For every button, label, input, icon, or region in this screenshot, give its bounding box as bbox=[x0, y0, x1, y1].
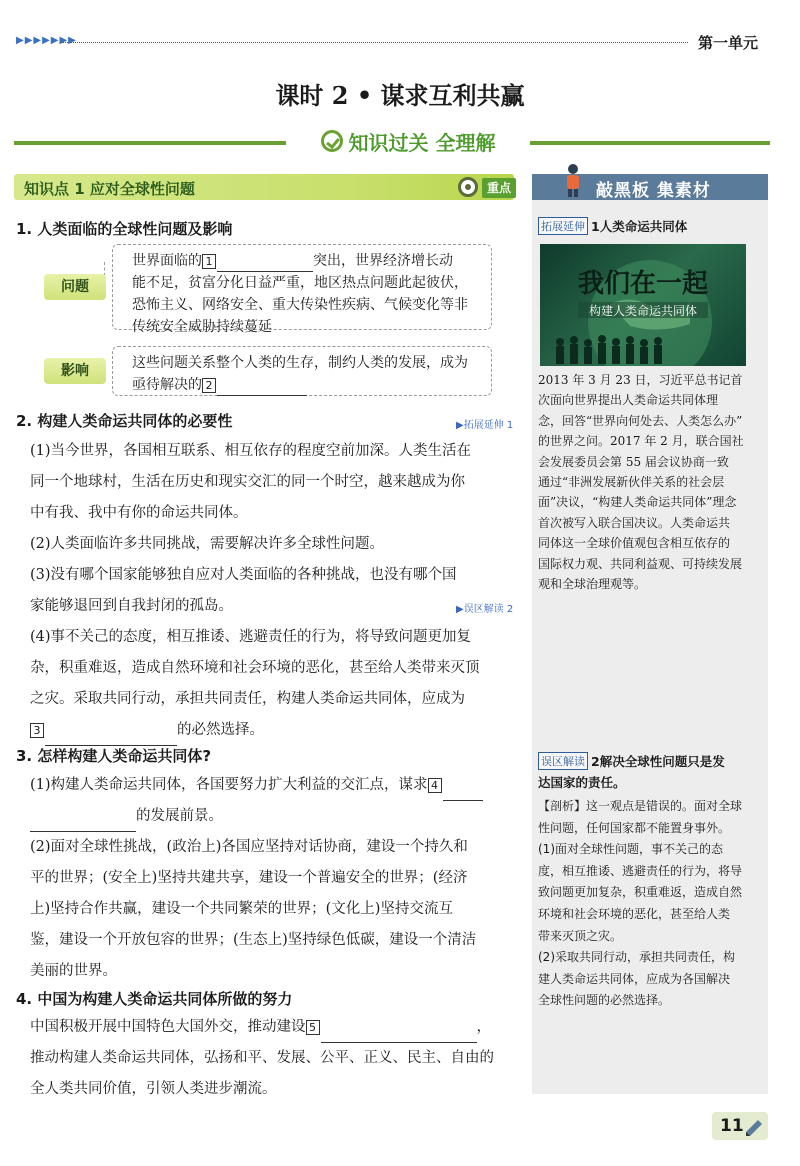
banner-text: 知识过关 全理解 bbox=[348, 130, 496, 155]
problem-pre: 世界面临的 bbox=[132, 253, 202, 269]
problem-line-3: 恐怖主义、网络安全、重大传染性疾病、气候变化等非 bbox=[132, 297, 468, 313]
section4-body bbox=[30, 1012, 528, 1105]
banner-rule-right bbox=[530, 141, 770, 145]
s3-line: 平的世界；(安全上)坚持共建共享，建设一个普遍安全的世界；(经济 bbox=[30, 870, 468, 886]
s2-line: 家能够退回到自我封闭的孤岛。 bbox=[30, 598, 233, 614]
s2-line: (2)人类面临许多共同挑战，需要解决许多全球性问题。 bbox=[30, 536, 385, 552]
key-point-badge: 重点 bbox=[482, 178, 516, 198]
s4-line: 推动构建人类命运共同体，弘扬和平、发展、公平、正义、民主、自由的 bbox=[30, 1050, 494, 1066]
s3-line: 鉴，建设一个开放包容的世界；(生态上)坚持绿色低碳，建设一个清洁 bbox=[30, 932, 477, 948]
blank-1-num: 1 bbox=[202, 254, 216, 269]
s4-pre: 中国积极开展中国特色大国外交，推动建设 bbox=[30, 1019, 306, 1035]
blank-1[interactable] bbox=[217, 253, 313, 272]
item2-line: (1)面对全球性问题，事不关己的态 bbox=[538, 842, 723, 857]
blank-2[interactable] bbox=[217, 377, 307, 396]
item1-line: 会发展委员会第 55 届会议协商一致 bbox=[538, 454, 729, 469]
item1-line: 同体这一全球价值观包含相互依存的 bbox=[538, 536, 731, 551]
header-arrows: ▶▶▶▶▶▶▶ bbox=[16, 35, 77, 46]
problem-tag: 问题 bbox=[44, 274, 106, 300]
s3-line-1 bbox=[30, 770, 528, 801]
item1-line: 观和全球治理观等。 bbox=[538, 577, 647, 592]
item2-line: 建人类命运共同体，应成为各国解决 bbox=[538, 971, 731, 986]
item2-line: 度，相互推诿、逃避责任的行为，将导 bbox=[538, 863, 743, 878]
problem-line-2: 能不足，贫富分化日益严重，地区热点问题此起彼伏， bbox=[132, 275, 468, 291]
connector bbox=[104, 262, 115, 276]
blank-4-num: 4 bbox=[428, 778, 442, 793]
item1-line: 2013 年 3 月 23 日，习近平总书记首 bbox=[538, 373, 743, 387]
impact-text bbox=[132, 352, 488, 396]
s4-line-1 bbox=[30, 1012, 528, 1043]
impact-tag: 影响 bbox=[44, 358, 106, 384]
item2-heading bbox=[538, 752, 764, 791]
item2-line: 环境和社会环境的恶化，甚至给人类 bbox=[538, 906, 731, 921]
blank-3-post: 的必然选择。 bbox=[177, 722, 264, 738]
s2-line: 杂，积重难返，造成自然环境和社会环境的恶化，甚至给人类带来灭顶 bbox=[30, 660, 480, 676]
lesson-title: 课时 2 • 谋求互利共赢 bbox=[275, 81, 525, 110]
item1-line: 首次被写入联合国决议。人类命运共 bbox=[538, 515, 731, 530]
teacher-figure-icon bbox=[560, 162, 586, 198]
s2-line: (1)当今世界，各国相互联系、相互依存的程度空前加深。人类生活在 bbox=[30, 443, 472, 459]
pencil-icon bbox=[744, 1118, 764, 1136]
item1-line: 面”决议，“构建人类命运共同体”理念 bbox=[538, 495, 737, 510]
target-icon bbox=[458, 177, 478, 197]
image-subtitle: 构建人类命运共同体 bbox=[588, 304, 698, 318]
sidebar-title: 敲黑板 集素材 bbox=[596, 181, 711, 201]
s3-line: 美丽的世界。 bbox=[30, 963, 117, 979]
item2-title-1: 2解决全球性问题只是发 bbox=[591, 754, 725, 769]
impact-line-1: 这些问题关系整个人类的生存，制约人类的发展，成为 bbox=[132, 355, 468, 371]
item2-heading-row bbox=[538, 752, 764, 770]
item2-line: (2)采取共同行动，承担共同责任，构 bbox=[538, 950, 735, 965]
problem-text bbox=[132, 250, 488, 338]
impact-line-2 bbox=[132, 374, 488, 396]
page-number: 11 bbox=[720, 1116, 744, 1136]
item2-title-2: 达国家的责任。 bbox=[538, 775, 626, 790]
blank-2-num: 2 bbox=[202, 378, 216, 393]
s3-post: 的发展前景。 bbox=[136, 808, 223, 824]
problem-line-4: 传统安全威胁持续蔓延 bbox=[132, 319, 272, 335]
extension-tag-1: ▶拓展延伸 1 bbox=[456, 420, 514, 431]
s2-line: 中有我、我中有你的命运共同体。 bbox=[30, 505, 248, 521]
item1-line: 念，回答“世界向何处去、人类怎么办” bbox=[538, 413, 743, 428]
item1-heading bbox=[538, 217, 687, 235]
item2-line: 带来灭顶之灾。 bbox=[538, 928, 623, 943]
globe-people-illustration bbox=[540, 244, 746, 366]
blank-5[interactable] bbox=[321, 1024, 477, 1043]
refresh-check-icon bbox=[321, 130, 343, 152]
problem-post: 突出，世界经济增长动 bbox=[313, 253, 453, 269]
section1-heading: 1. 人类面临的全球性问题及影响 bbox=[16, 220, 233, 238]
item1-line: 次面向世界提出人类命运共同体理 bbox=[538, 393, 719, 408]
item2-line: 【剖析】这一观点是错误的。面对全球 bbox=[538, 799, 743, 813]
blank-3[interactable] bbox=[45, 727, 177, 746]
item1-line: 通过“非洲发展新伙伴关系的社会层 bbox=[538, 475, 725, 490]
item2-line: 性问题，任何国家都不能置身事外。 bbox=[538, 820, 731, 835]
s2-line: (3)没有哪个国家能够独自应对人类面临的各种挑战，也没有哪个国 bbox=[30, 567, 457, 583]
problem-line-1 bbox=[132, 250, 488, 272]
section2-body bbox=[30, 436, 528, 746]
s3-line-2 bbox=[30, 801, 528, 832]
unit-title: 第一单元 bbox=[698, 34, 759, 52]
item2-body bbox=[538, 796, 760, 1012]
s2-line: (4)事不关己的态度，相互推诿、逃避责任的行为，将导致问题更加复 bbox=[30, 629, 472, 645]
s2-blank-line bbox=[30, 715, 528, 746]
blank-4b[interactable] bbox=[30, 813, 136, 832]
s3-line: (2)面对全球性挑战，(政治上)各国应坚持对话协商，建设一个持久和 bbox=[30, 839, 468, 855]
impact-pre: 亟待解决的 bbox=[132, 377, 202, 393]
blank-3-num: 3 bbox=[30, 723, 44, 738]
banner-rule-left bbox=[14, 141, 286, 145]
s4-line: 全人类共同价值，引领人类进步潮流。 bbox=[30, 1081, 277, 1097]
section-banner bbox=[288, 124, 528, 158]
extension-label: 拓展延伸 bbox=[538, 217, 588, 235]
item2-line: 致问题更加复杂，积重难返，造成自然 bbox=[538, 885, 743, 900]
item1-line: 的世界之问。2017 年 2 月，联合国社 bbox=[538, 434, 744, 449]
misconception-label: 误区解读 bbox=[538, 752, 588, 770]
misconception-tag-2: ▶误区解读 2 bbox=[456, 604, 514, 615]
section2-heading: 2. 构建人类命运共同体的必要性 bbox=[16, 412, 233, 430]
item1-title: 1人类命运共同体 bbox=[591, 219, 688, 234]
header-divider bbox=[60, 42, 688, 43]
s2-line: 同一个地球村，生活在历史和现实交汇的同一个时空，越来越成为你 bbox=[30, 474, 465, 490]
knowledge-point-label: 知识点 1 应对全球性问题 bbox=[24, 180, 195, 198]
community-image bbox=[540, 244, 746, 366]
item1-line: 国际权力观、共同利益观、可持续发展 bbox=[538, 556, 743, 571]
item2-line: 全球性问题的必然选择。 bbox=[538, 993, 671, 1008]
s2-line: 之灾。采取共同行动，承担共同责任，构建人类命运共同体，应成为 bbox=[30, 691, 465, 707]
s3-line: 上)坚持合作共赢，建设一个共同繁荣的世界；(文化上)坚持交流互 bbox=[30, 901, 453, 917]
s4-post: ， bbox=[476, 1019, 491, 1035]
item1-body bbox=[538, 370, 760, 594]
section3-body bbox=[30, 770, 528, 987]
blank-5-num: 5 bbox=[306, 1020, 320, 1035]
section4-heading: 4. 中国为构建人类命运共同体所做的努力 bbox=[16, 990, 293, 1008]
image-title: 我们在一起 bbox=[577, 269, 709, 299]
section3-heading: 3. 怎样构建人类命运共同体? bbox=[16, 747, 212, 765]
blank-4a[interactable] bbox=[443, 782, 483, 801]
s3-pre: (1)构建人类命运共同体，各国要努力扩大利益的交汇点，谋求 bbox=[30, 777, 428, 793]
